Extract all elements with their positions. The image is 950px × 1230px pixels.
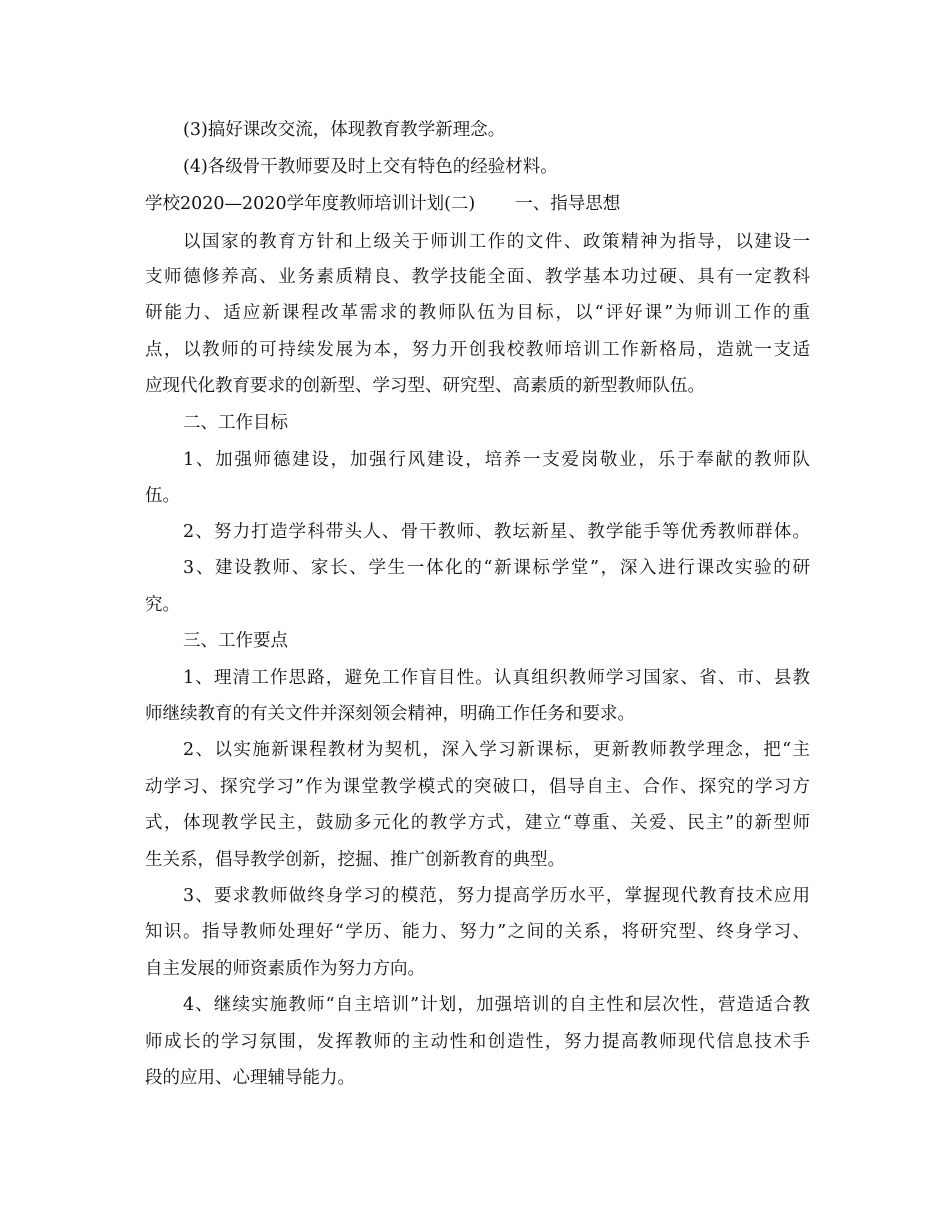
- paragraph-line: 1、加强师德建设，加强行风建设，培养一支爱岗敬业，乐于奉献的教师队: [183, 450, 810, 470]
- paragraph-line: 研能力、适应新课程改革需求的教师队伍为目标，以“评好课”为师训工作的重: [145, 303, 810, 323]
- paragraph-line: (3)搞好课改交流，体现教育教学新理念。: [183, 120, 506, 140]
- paragraph-line: 支师德修养高、业务素质精良、教学技能全面、教学基本功过硬、具有一定教科: [145, 267, 810, 287]
- paragraph-line: 应现代化教育要求的创新型、学习型、研究型、高素质的新型教师队伍。: [145, 376, 705, 396]
- paragraph-line: 3、要求教师做终身学习的模范，努力提高学历水平，掌握现代教育技术应用: [183, 886, 810, 906]
- section-heading: 一、指导思想: [515, 194, 621, 214]
- paragraph-line: 生关系，倡导教学创新，挖掘、推广创新教育的典型。: [145, 850, 565, 870]
- section-heading: 三、工作要点: [183, 631, 288, 651]
- paragraph-line: 式，体现教学民主，鼓励多元化的教学方式，建立“尊重、关爱、民主”的新型师: [145, 813, 810, 833]
- paragraph-line: 师继续教育的有关文件并深刻领会精神，明确工作任务和要求。: [145, 704, 635, 724]
- paragraph-line: 知识。指导教师处理好“学历、能力、努力”之间的关系，将研究型、终身学习、: [145, 922, 810, 942]
- paragraph-line: 伍。: [145, 486, 180, 506]
- paragraph-line: 4、继续实施教师“自主培训”计划，加强培训的自主性和层次性，营造适合教: [183, 995, 810, 1015]
- paragraph-line: 1、理清工作思路，避免工作盲目性。认真组织教师学习国家、省、市、县教: [183, 668, 810, 688]
- paragraph-line: 动学习、探究学习”作为课堂教学模式的突破口，倡导自主、合作、探究的学习方: [145, 777, 810, 797]
- paragraph-line: 自主发展的师资素质作为努力方向。: [145, 959, 425, 979]
- paragraph-line: 3、建设教师、家长、学生一体化的“新课标学堂”，深入进行课改实验的研: [183, 558, 810, 578]
- paragraph-line: 师成长的学习氛围，发挥教师的主动性和创造性，努力提高教师现代信息技术手: [145, 1032, 810, 1052]
- paragraph-line: 段的应用、心理辅导能力。: [145, 1068, 355, 1088]
- section-heading: 二、工作目标: [183, 413, 288, 433]
- paragraph-line: 2、努力打造学科带头人、骨干教师、教坛新星、教学能手等优秀教师群体。: [183, 522, 810, 542]
- document-title: 学校2020—2020学年度教师培训计划(二): [145, 194, 476, 214]
- paragraph-line: 究。: [145, 595, 180, 615]
- paragraph-line: (4)各级骨干教师要及时上交有特色的经验材料。: [183, 157, 558, 177]
- section-heading-line: [145, 194, 810, 216]
- paragraph-line: 点，以教师的可持续发展为本，努力开创我校教师培训工作新格局，造就一支适: [145, 340, 810, 360]
- paragraph-line: 2、以实施新课程教材为契机，深入学习新课标，更新教师教学理念，把“主: [183, 740, 810, 760]
- paragraph-line: 以国家的教育方针和上级关于师训工作的文件、政策精神为指导，以建设一: [183, 232, 810, 252]
